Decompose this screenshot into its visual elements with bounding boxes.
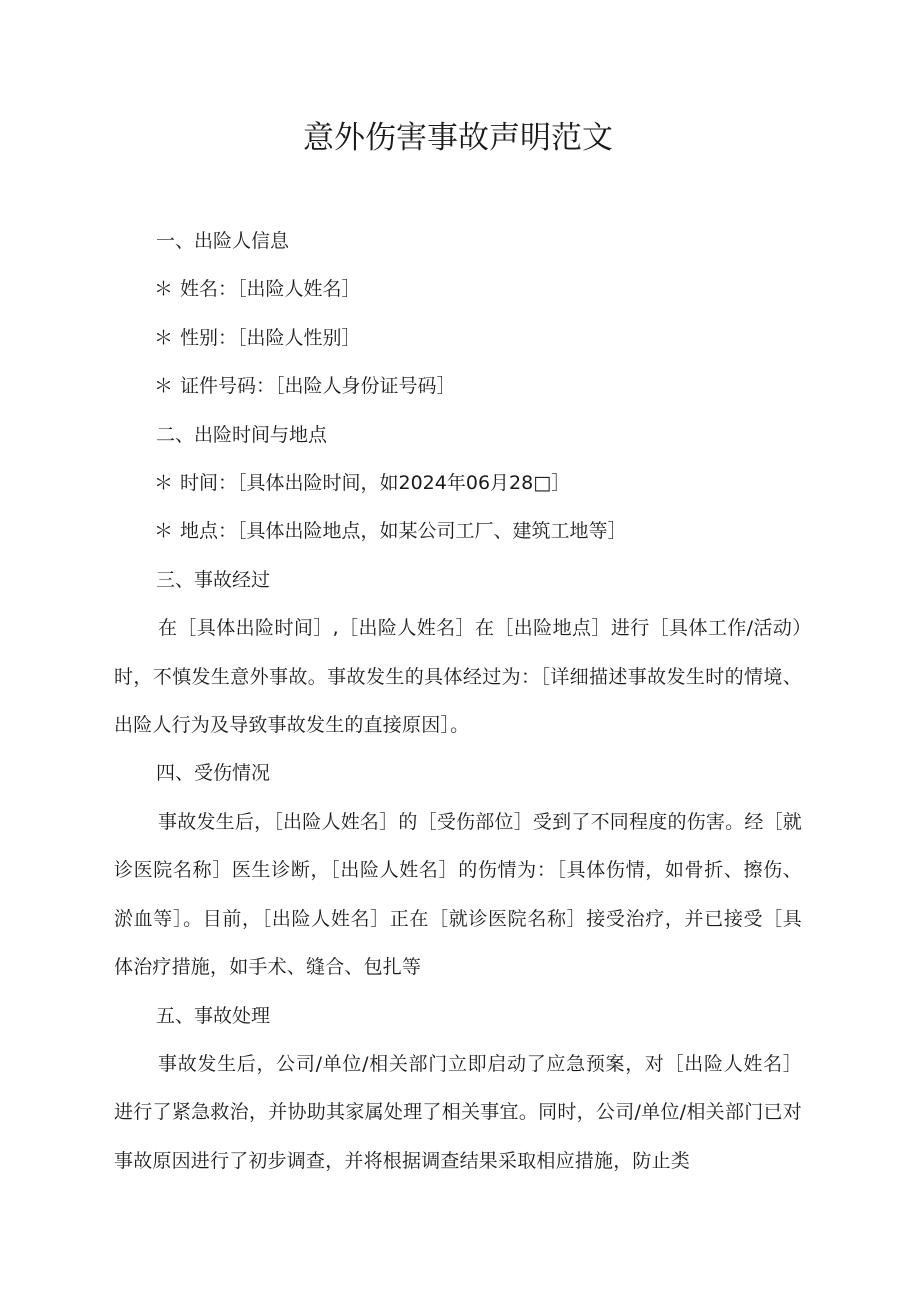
paragraph-injury: 事故发生后，［出险人姓名］的［受伤部位］受到了不同程度的伤害。经［就诊医院名称］医生诊断，［出险人姓名］的伤情为：［具体伤情，如骨折、擦伤、淤血等］。目前，［出险人姓名］正在［就诊医院名称］接受治疗，并已接受［具体治疗措施，如手术、缝合、包扎等	[114, 810, 802, 979]
bullet-place	[114, 507, 802, 555]
bullet-marker: ＊	[154, 472, 174, 495]
bullet-id-number	[114, 362, 802, 410]
bullet-name	[114, 265, 802, 313]
bullet-marker: ＊	[154, 278, 174, 301]
document-title: 意外伤害事故声明范文	[303, 120, 613, 156]
bullet-marker: ＊	[154, 326, 174, 349]
section-heading-injury: 四、受伤情况	[156, 762, 271, 785]
bullet-marker: ＊	[154, 375, 174, 398]
section-heading-insured-info: 一、出险人信息	[156, 230, 290, 252]
paragraph-handling: 事故发生后，公司/单位/相关部门立即启动了应急预案，对［出险人姓名］进行了紧急救治，并协助其家属处理了相关事宜。同时，公司/单位/相关部门已对事故原因进行了初步调查，并将根据调查结果采取相应措施，防止类	[114, 1052, 802, 1172]
bullet-time-text: 时间：［具体出险时间，如2024年06月28□］	[180, 472, 571, 495]
section-heading-accident-process: 三、事故经过	[156, 568, 271, 591]
bullet-marker: ＊	[154, 520, 174, 543]
bullet-time	[114, 459, 802, 507]
bullet-id-number-text: 证件号码：［出险人身份证号码］	[180, 375, 456, 398]
section-heading-handling: 五、事故处理	[156, 1004, 271, 1027]
bullet-gender	[114, 314, 802, 362]
section-heading-time-place: 二、出险时间与地点	[156, 423, 328, 446]
bullet-name-text: 姓名：［出险人姓名］	[180, 278, 361, 301]
document-body	[114, 217, 802, 1185]
bullet-gender-text: 性别：［出险人性别］	[180, 326, 361, 349]
paragraph-accident-process: 在［具体出险时间］,［出险人姓名］在［出险地点］进行［具体工作/活动）时，不慎发生意外事故。事故发生的具体经过为：［详细描述事故发生时的情境、出险人行为及导致事故发生的直接原因］。	[114, 617, 802, 737]
bullet-place-text: 地点：［具体出险地点，如某公司工厂、建筑工地等］	[180, 520, 627, 543]
